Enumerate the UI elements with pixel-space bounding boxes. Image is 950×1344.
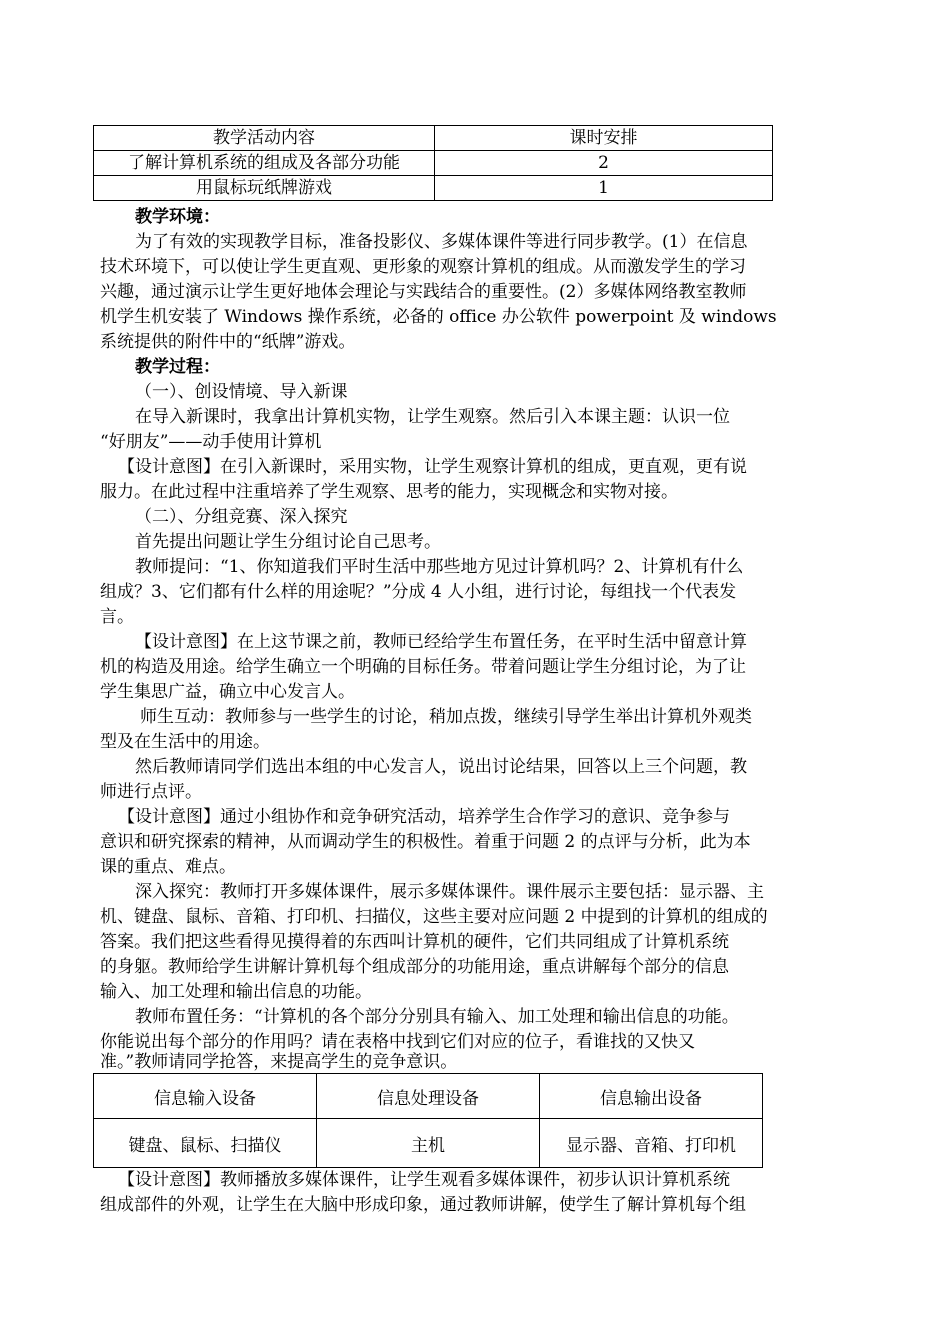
paragraph-line: 意识和研究探索的精神，从而调动学生的积极性。着重于问题 2 的点评与分析，此为本 <box>100 832 751 852</box>
table-cell: 了解计算机系统的组成及各部分功能 <box>94 151 435 176</box>
section-heading: 教学过程： <box>135 357 220 377</box>
paragraph-line: 兴趣，通过演示让学生更好地体会理论与实践结合的重要性。(2）多媒体网络教室教师 <box>100 282 747 302</box>
paragraph-line: 服力。在此过程中注重培养了学生观察、思考的能力，实现概念和实物对接。 <box>100 482 678 502</box>
table-header-cell: 课时安排 <box>435 126 773 151</box>
table-cell: 2 <box>435 151 773 176</box>
subsection-heading: （一）、创设情境、导入新课 <box>135 382 348 402</box>
section-heading: 教学环境： <box>135 207 220 227</box>
paragraph-line: 师进行点评。 <box>100 782 202 802</box>
paragraph-line: 教师提问：“1、你知道我们平时生活中那些地方见过计算机吗？2、计算机有什么 <box>135 557 744 577</box>
paragraph-line: 组成部件的外观，让学生在大脑中形成印象，通过教师讲解，使学生了解计算机每个组 <box>100 1195 746 1215</box>
paragraph-line: 技术环境下，可以使让学生更直观、更形象的观察计算机的组成。从而激发学生的学习 <box>100 257 746 277</box>
paragraph-line: 教师布置任务：“计算机的各个部分分别具有输入、加工处理和输出信息的功能。 <box>135 1007 739 1027</box>
paragraph-line: 言。 <box>100 607 134 627</box>
paragraph-line: 【设计意图】通过小组协作和竞争研究活动，培养学生合作学习的意识、竞争参与 <box>118 807 730 827</box>
paragraph-line: 学生集思广益，确立中心发言人。 <box>100 682 355 702</box>
table-row <box>94 151 773 176</box>
paragraph-line: 【设计意图】在引入新课时，采用实物，让学生观察计算机的组成，更直观，更有说 <box>118 457 747 477</box>
table-row <box>94 1119 763 1168</box>
paragraph-line: 【设计意图】教师播放多媒体课件，让学生观看多媒体课件，初步认识计算机系统 <box>118 1170 730 1190</box>
paragraph-line: 机的构造及用途。给学生确立一个明确的目标任务。带着问题让学生分组讨论，为了让 <box>100 657 746 677</box>
table-header-cell: 教学活动内容 <box>94 126 435 151</box>
paragraph-line: 答案。我们把这些看得见摸得着的东西叫计算机的硬件，它们共同组成了计算机系统 <box>100 932 729 952</box>
schedule-table <box>93 125 773 201</box>
paragraph-line: 然后教师请同学们选出本组的中心发言人，说出讨论结果，回答以上三个问题，教 <box>135 757 747 777</box>
table-header-cell: 信息处理设备 <box>317 1074 540 1119</box>
table-header-row <box>94 1074 763 1119</box>
paragraph-line: 你能说出每个部分的作用吗？请在表格中找到它们对应的位子，看谁找的又快又 <box>100 1032 695 1052</box>
paragraph-line: 在导入新课时，我拿出计算机实物，让学生观察。然后引入本课主题：认识一位 <box>135 407 730 427</box>
paragraph-line: 准。”教师请同学抢答，来提高学生的竞争意识。 <box>100 1052 458 1072</box>
paragraph-line: 深入探究：教师打开多媒体课件，展示多媒体课件。课件展示主要包括：显示器、主 <box>135 882 764 902</box>
table-cell: 显示器、音箱、打印机 <box>540 1119 763 1168</box>
paragraph-line: “好朋友”——动手使用计算机 <box>100 432 322 452</box>
paragraph-line: 输入、加工处理和输出信息的功能。 <box>100 982 372 1002</box>
paragraph-line: 系统提供的附件中的“纸牌”游戏。 <box>100 332 356 352</box>
paragraph-line: 【设计意图】在上这节课之前，教师已经给学生布置任务，在平时生活中留意计算 <box>135 632 747 652</box>
paragraph-line: 的身躯。教师给学生讲解计算机每个组成部分的功能用途，重点讲解每个部分的信息 <box>100 957 729 977</box>
paragraph-line: 师生互动：教师参与一些学生的讨论，稍加点拨，继续引导学生举出计算机外观类 <box>140 707 752 727</box>
paragraph-line: 为了有效的实现教学目标，准备投影仪、多媒体课件等进行同步教学。(1）在信息 <box>135 232 748 252</box>
paragraph-line: 组成？3、它们都有什么样的用途呢？”分成 4 人小组，进行讨论，每组找一个代表发 <box>100 582 737 602</box>
subsection-heading: （二）、分组竞赛、深入探究 <box>135 507 348 527</box>
paragraph-line: 机、键盘、鼠标、音箱、打印机、扫描仪，这些主要对应问题 2 中提到的计算机的组成的 <box>100 907 768 927</box>
table-cell: 键盘、鼠标、扫描仪 <box>94 1119 317 1168</box>
table-cell: 1 <box>435 176 773 201</box>
paragraph-line: 课的重点、难点。 <box>100 857 236 877</box>
table-header-row <box>94 126 773 151</box>
table-row <box>94 176 773 201</box>
table-header-cell: 信息输出设备 <box>540 1074 763 1119</box>
table-cell: 主机 <box>317 1119 540 1168</box>
table-header-cell: 信息输入设备 <box>94 1074 317 1119</box>
paragraph-line: 机学生机安装了 Windows 操作系统，必备的 office 办公软件 powerpoint 及 windows <box>100 307 777 327</box>
table-cell: 用鼠标玩纸牌游戏 <box>94 176 435 201</box>
paragraph-line: 型及在生活中的用途。 <box>100 732 270 752</box>
device-table <box>93 1073 763 1168</box>
paragraph-line: 首先提出问题让学生分组讨论自己思考。 <box>135 532 441 552</box>
